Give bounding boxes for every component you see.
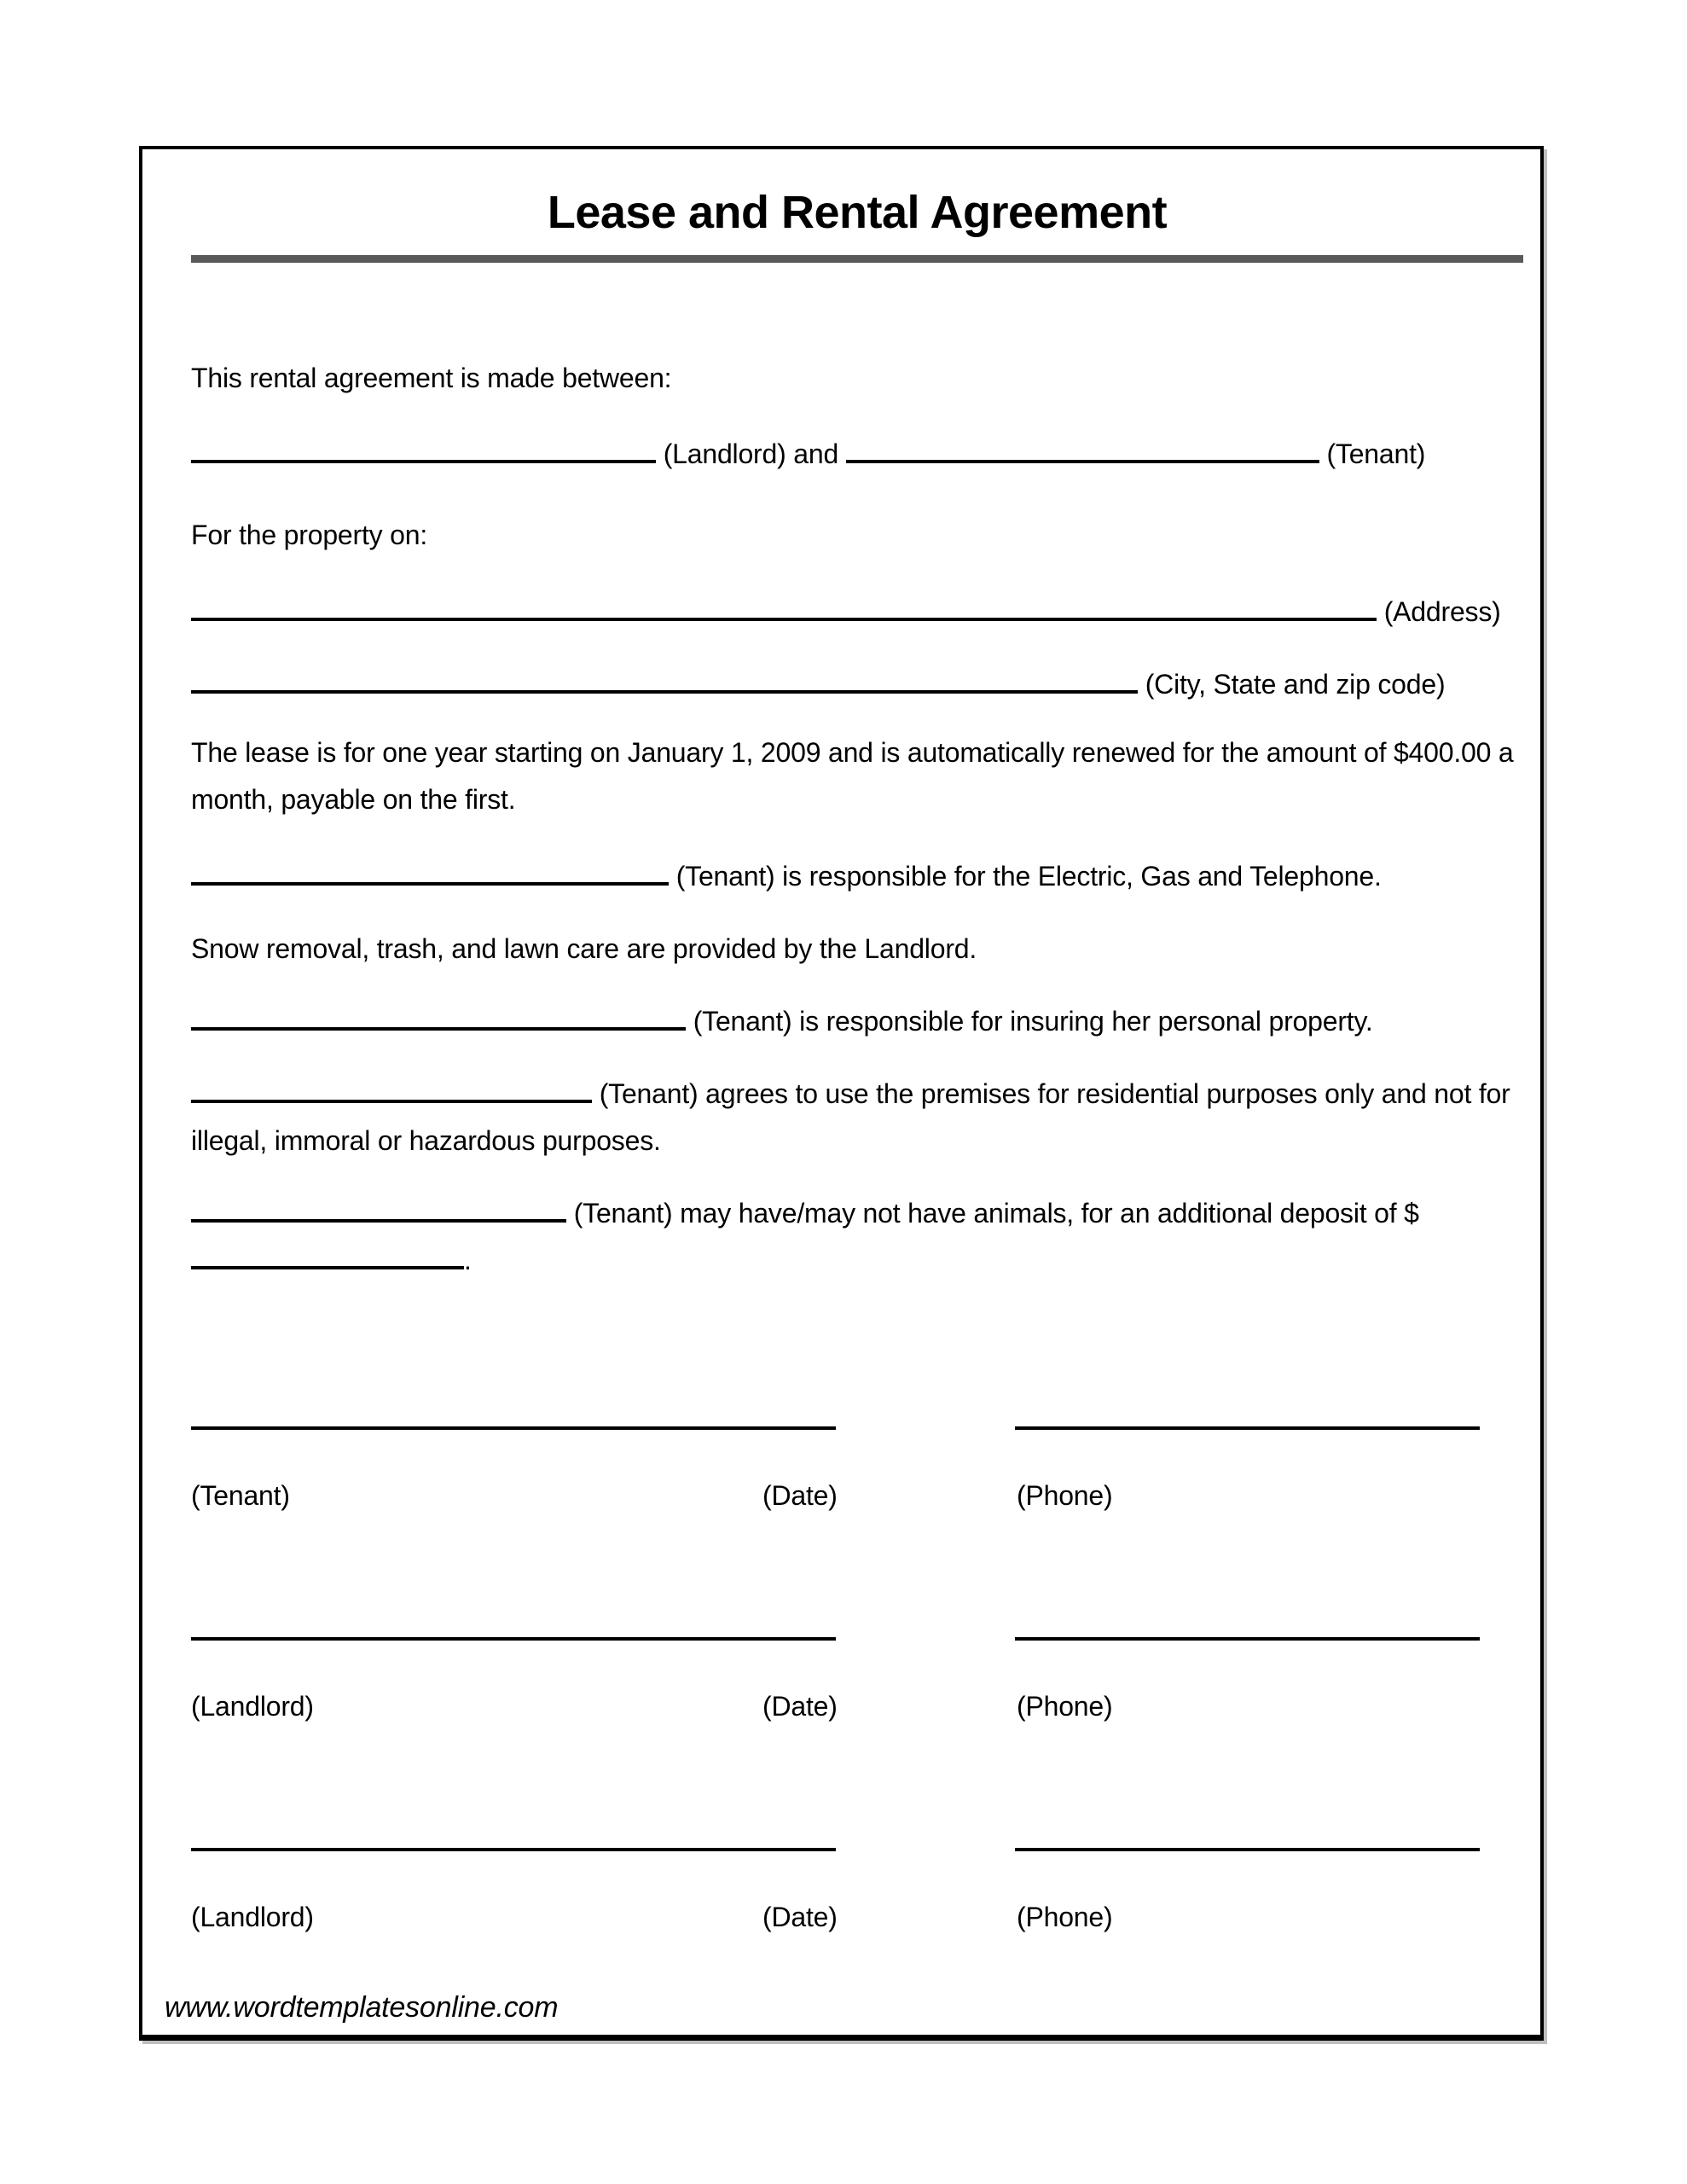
animals-clause: [191, 1190, 1523, 1284]
landlord1-date-label: (Date): [762, 1691, 838, 1722]
tenant-signature-label: (Tenant): [191, 1480, 290, 1511]
document-page: [139, 146, 1544, 2041]
animals-tenant-blank: [191, 1192, 566, 1223]
address-label: (Address): [1383, 596, 1501, 627]
city-state-zip-label: (City, State and zip code): [1145, 669, 1446, 700]
intro-text: This rental agreement is made between:: [191, 363, 672, 393]
tenant-date-label: (Date): [762, 1480, 838, 1511]
landlord2-phone-line: [1015, 1848, 1480, 1851]
document-content: [142, 182, 1540, 1944]
residential-text: (Tenant) agrees to use the premises for residential purposes only and not for illegal, immoral or hazardous purposes.: [191, 1078, 1510, 1156]
utilities-text: (Tenant) is responsible for the Electric, Gas and Telephone.: [675, 861, 1382, 892]
title-divider-rule: [191, 255, 1523, 263]
landlord2-date-label: (Date): [762, 1902, 838, 1932]
landlord1-phone-line: [1015, 1637, 1480, 1641]
address-line: [191, 589, 1523, 636]
animals-text: (Tenant) may have/may not have animals, for an additional deposit: [573, 1198, 1367, 1228]
landlord1-signature-line: [191, 1637, 836, 1641]
website-footer-text: www.wordtemplatesonline.com: [165, 1991, 559, 2024]
signature-row-tenant: [191, 1426, 1523, 1523]
landlord2-signature-line: [191, 1848, 836, 1851]
tenant-label: (Tenant): [1326, 439, 1426, 469]
page-title: Lease and Rental Agreement: [547, 187, 1168, 238]
signature-row-landlord-2: [191, 1848, 1523, 1944]
deposit-prefix: of $: [1374, 1198, 1419, 1228]
landlord2-signature-label: (Landlord): [191, 1902, 314, 1932]
landlord2-phone-label: (Phone): [1017, 1902, 1113, 1932]
insurance-clause: [191, 998, 1523, 1045]
tenant-phone-label: (Phone): [1017, 1480, 1113, 1511]
landlord1-signature-label: (Landlord): [191, 1691, 314, 1722]
city-state-zip-blank: [191, 663, 1138, 694]
landlord-name-blank: [191, 433, 656, 463]
lease-terms-text: The lease is for one year starting on January 1, 2009 and is automatically renewed for the amount of $400.00 a month, payable on the first.: [191, 737, 1514, 815]
residential-tenant-blank: [191, 1072, 592, 1103]
landlord-label: (Landlord) and: [663, 439, 839, 469]
utilities-clause: [191, 853, 1523, 900]
landlord-services-text: Snow removal, trash, and lawn care are provided by the Landlord.: [191, 933, 977, 964]
utilities-tenant-blank: [191, 855, 669, 886]
landlord1-phone-label: (Phone): [1017, 1691, 1113, 1722]
signature-row-landlord-1: [191, 1637, 1523, 1734]
tenant-phone-line: [1015, 1426, 1480, 1430]
deposit-amount-blank: [191, 1239, 464, 1269]
insurance-text: (Tenant) is responsible for insuring her personal property.: [693, 1006, 1373, 1037]
residential-use-clause: [191, 1071, 1523, 1165]
address-blank: [191, 590, 1377, 621]
city-state-zip-line: [191, 661, 1523, 708]
property-lead-text: For the property on:: [191, 520, 428, 550]
tenant-name-blank: [846, 433, 1319, 463]
insurance-tenant-blank: [191, 1000, 686, 1031]
tenant-signature-line: [191, 1426, 836, 1430]
parties-line: [191, 431, 1523, 478]
deposit-period: .: [464, 1245, 472, 1275]
